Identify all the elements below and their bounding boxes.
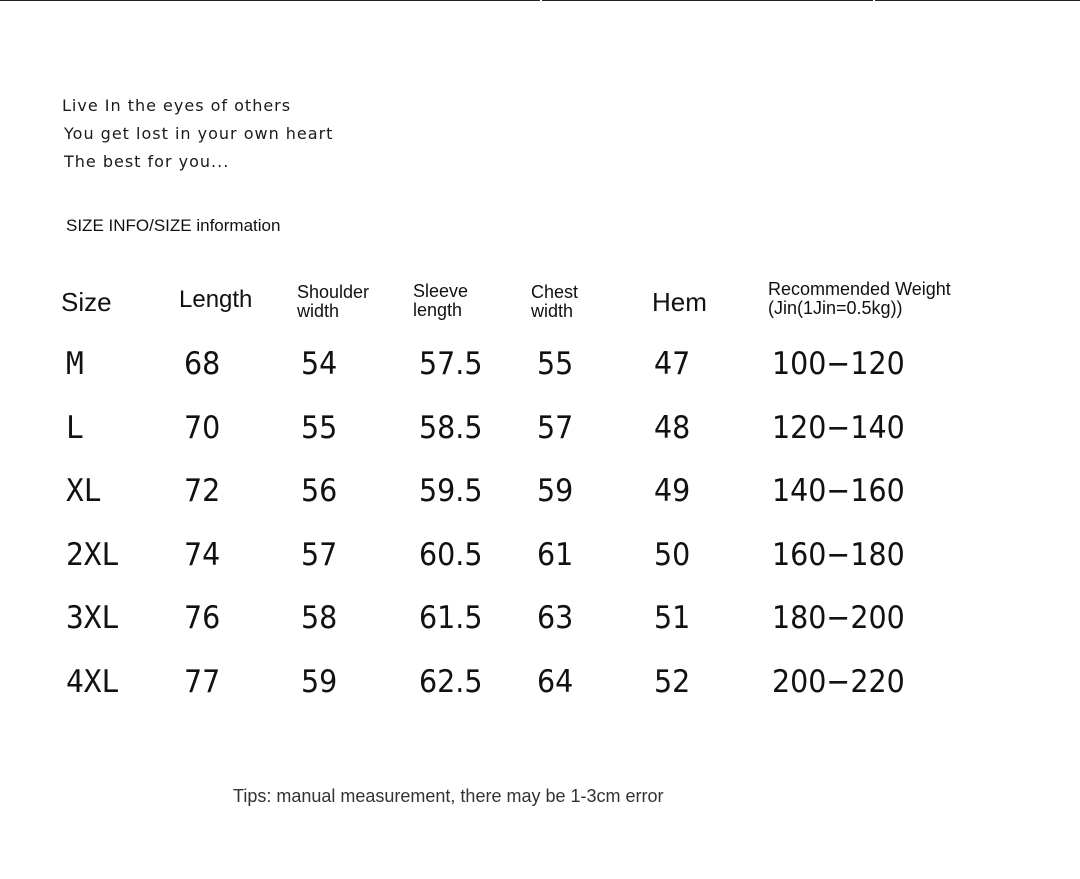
cell-shoulder: 56 (301, 473, 338, 509)
cell-chest: 55 (537, 346, 574, 382)
cell-weight: 140−160 (772, 473, 905, 509)
header-sleeve-line2: length (413, 300, 463, 320)
cell-hem: 50 (654, 537, 691, 573)
cell-sleeve: 61.5 (419, 600, 483, 636)
cell-sleeve: 59.5 (419, 473, 483, 509)
cell-shoulder: 54 (301, 346, 338, 382)
cell-length: 74 (184, 537, 221, 573)
cell-sleeve: 57.5 (419, 346, 483, 382)
cell-size: 4XL (66, 664, 120, 700)
header-hem: Hem (652, 287, 707, 317)
cell-shoulder: 55 (301, 410, 338, 446)
cell-chest: 61 (537, 537, 574, 573)
slogan-block (62, 94, 333, 178)
cell-length: 76 (184, 600, 221, 636)
cell-shoulder: 58 (301, 600, 338, 636)
header-chest-width (531, 283, 578, 321)
header-length: Length (179, 286, 253, 313)
cell-hem: 47 (654, 346, 691, 382)
cell-hem: 49 (654, 473, 691, 509)
cell-sleeve: 62.5 (419, 664, 483, 700)
header-size: Size (61, 287, 112, 317)
slogan-line: The best for you... (64, 152, 230, 171)
cell-size: L (66, 410, 84, 446)
cell-length: 72 (184, 473, 221, 509)
cell-size: 2XL (66, 537, 120, 573)
cell-length: 68 (184, 346, 221, 382)
cell-weight: 200−220 (772, 664, 905, 700)
cell-length: 70 (184, 410, 221, 446)
header-sleeve-line1: Sleeve (413, 281, 469, 301)
header-shoulder-line2: width (297, 301, 340, 321)
cell-length: 77 (184, 664, 221, 700)
tips-note: Tips: manual measurement, there may be 1-3cm error (233, 786, 664, 806)
cell-hem: 48 (654, 410, 691, 446)
cell-chest: 63 (537, 600, 574, 636)
cell-size: 3XL (66, 600, 120, 636)
cell-hem: 51 (654, 600, 691, 636)
slogan-line: You get lost in your own heart (64, 124, 334, 143)
header-chest-line2: width (531, 301, 574, 321)
cell-weight: 100−120 (772, 346, 905, 382)
cell-weight: 160−180 (772, 537, 905, 573)
slogan-line: Live In the eyes of others (62, 96, 292, 115)
cell-chest: 57 (537, 410, 574, 446)
header-weight-line2: (Jin(1Jin=0.5kg)) (768, 298, 903, 318)
header-sleeve-length (413, 282, 468, 320)
header-shoulder-line1: Shoulder (297, 282, 370, 302)
header-recommended-weight (768, 280, 951, 318)
cell-weight: 180−200 (772, 600, 905, 636)
header-chest-line1: Chest (531, 282, 579, 302)
cell-shoulder: 57 (301, 537, 338, 573)
header-shoulder-width (297, 283, 369, 321)
cell-size: XL (66, 473, 102, 509)
section-title: SIZE INFO/SIZE information (66, 216, 281, 235)
cell-sleeve: 58.5 (419, 410, 483, 446)
header-weight-line1: Recommended Weight (768, 279, 951, 299)
cell-chest: 64 (537, 664, 574, 700)
cell-shoulder: 59 (301, 664, 338, 700)
cell-weight: 120−140 (772, 410, 905, 446)
cell-chest: 59 (537, 473, 574, 509)
top-border-line (0, 0, 1080, 1)
cell-sleeve: 60.5 (419, 537, 483, 573)
cell-hem: 52 (654, 664, 691, 700)
cell-size: M (66, 346, 84, 382)
